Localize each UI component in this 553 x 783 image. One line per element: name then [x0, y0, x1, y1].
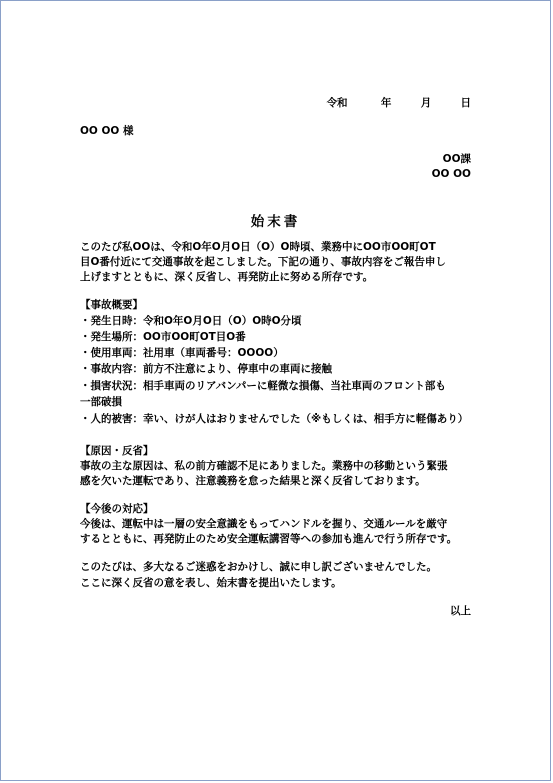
summary-item: ・人的被害：幸い、けが人はおりませんでした（※もしくは、相手方に軽傷あり） — [80, 413, 469, 425]
summary-item: ・発生日時：令和O年O月O日（O）O時O分頃 — [80, 315, 302, 327]
summary-heading: 【事故概要】 — [80, 299, 143, 311]
summary-item: ・使用車両：社用車（車両番号：OOOO） — [80, 347, 284, 359]
closing-line: ここに深く反省の意を表し、始末書を提出いたします。 — [80, 577, 342, 589]
summary-item: ・事故内容：前方不注意により、停車中の車両に接触 — [80, 363, 332, 375]
intro-line: 目O番付近にて交通事故を起こしました。下記の通り、事故内容をご報告申し — [80, 256, 446, 268]
date-month: 月 — [420, 97, 432, 109]
recipient: OO OO 様 — [80, 125, 134, 137]
future-heading: 【今後の対応】 — [80, 503, 154, 515]
date-era: 令和 — [326, 97, 348, 109]
date-day: 日 — [460, 97, 471, 109]
date-line — [327, 96, 471, 110]
cause-line: 感を欠いた運転であり、注意義務を怠った結果と深く反省しております。 — [80, 475, 426, 487]
intro-line: 上げますとともに、深く反省し、再発防止に努める所存です。 — [80, 271, 374, 283]
intro-line: このたび私OOは、令和O年O月O日（O）O時頃、業務中にOO市OO町OT — [80, 241, 436, 253]
document-title: 始末書 — [250, 214, 301, 230]
summary-item: 一部破損 — [80, 396, 122, 408]
future-line: するとともに、再発防止のため安全運転講習等への参加も進んで行う所存です。 — [80, 533, 458, 545]
cause-heading: 【原因・反省】 — [80, 445, 154, 457]
future-line: 今後は、運転中は一層の安全意識をもってハンドルを握り、交通ルールを厳守 — [80, 518, 448, 530]
end-mark: 以上 — [450, 605, 471, 617]
date-year: 年 — [380, 97, 392, 109]
cause-line: 事故の主な原因は、私の前方確認不足にありました。業務中の移動という緊張 — [80, 460, 448, 472]
author: OO OO — [431, 168, 471, 180]
summary-item: ・損害状況：相手車両のリアバンパーに軽微な損傷、当社車両のフロント部も — [80, 380, 446, 392]
closing-line: このたびは、多大なるご迷惑をおかけし、誠に申し訳ございませんでした。 — [80, 561, 437, 573]
summary-item: ・発生場所：OO市OO町OT目O番 — [80, 331, 246, 343]
department: OO課 — [442, 153, 471, 165]
